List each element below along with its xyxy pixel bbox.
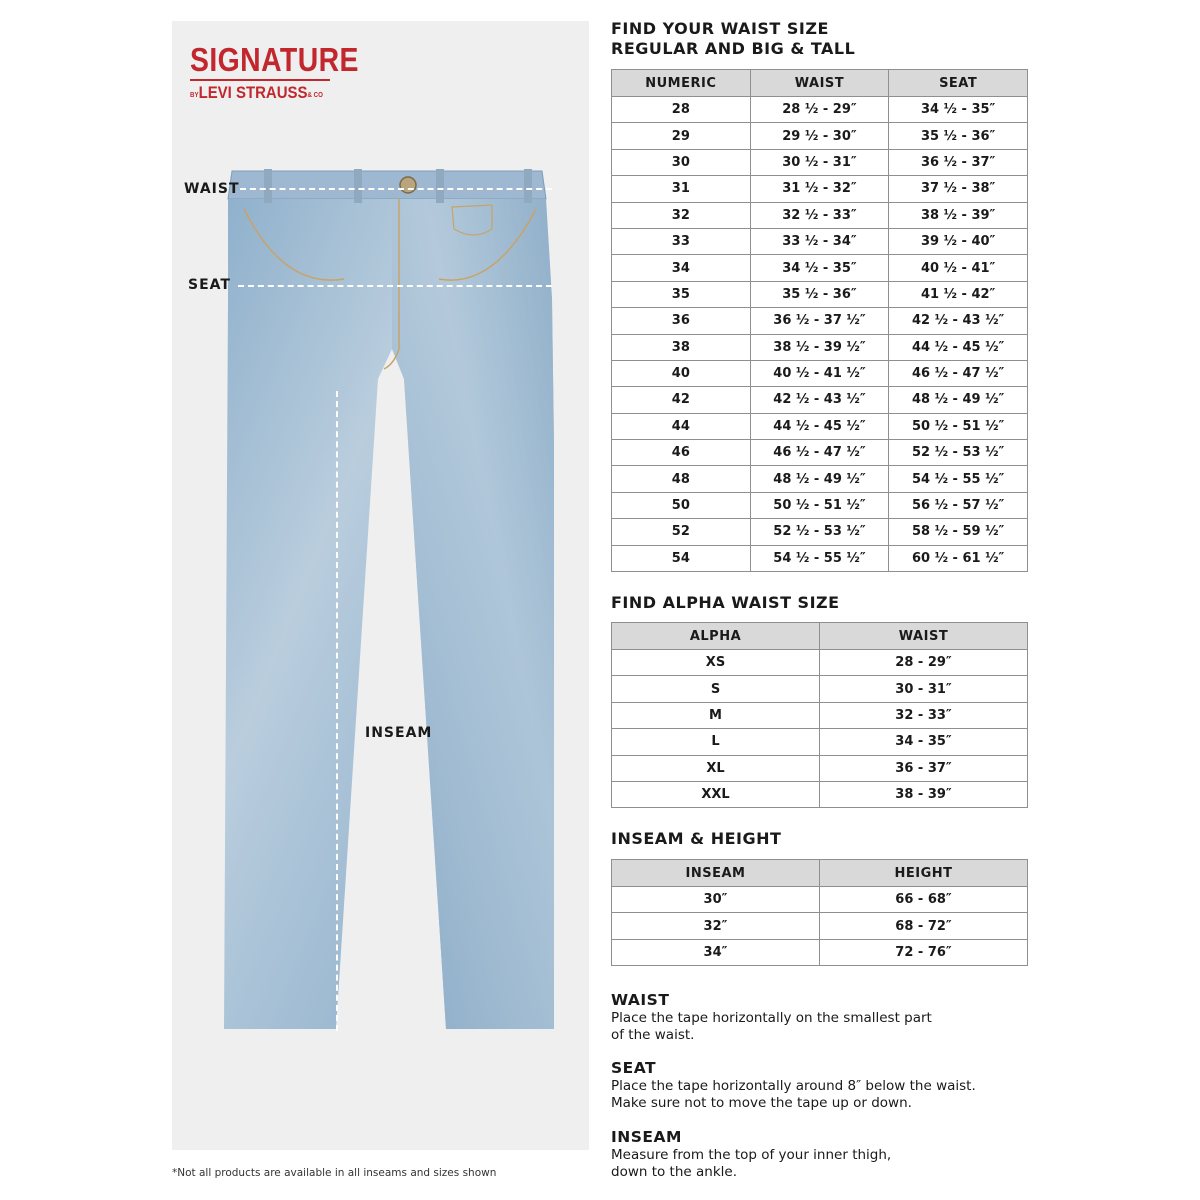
table-cell: 44 ½ - 45 ½″ <box>889 334 1028 360</box>
table-row <box>612 255 1028 281</box>
table-row <box>612 519 1028 545</box>
table-row <box>612 281 1028 307</box>
table-cell: 44 <box>612 413 751 439</box>
table-cell: 46 ½ - 47 ½″ <box>889 360 1028 386</box>
column-header: SEAT <box>889 70 1028 97</box>
table-cell: 31 <box>612 176 751 202</box>
table-cell: 34 ½ - 35″ <box>750 255 889 281</box>
table-cell: 36 ½ - 37 ½″ <box>750 308 889 334</box>
howto-waist <box>611 990 1031 1044</box>
seat-measure-line <box>238 285 552 287</box>
logo-brand-text: SIGNATURE <box>190 41 359 78</box>
table-cell: 36 <box>612 308 751 334</box>
howto-text: Place the tape horizontally on the smallest part <box>611 1010 932 1026</box>
table-cell: 58 ½ - 59 ½″ <box>889 519 1028 545</box>
table-row <box>612 228 1028 254</box>
table-row <box>612 360 1028 386</box>
table-row <box>612 650 1028 676</box>
table-cell: 40 <box>612 360 751 386</box>
table-cell: 41 ½ - 42″ <box>889 281 1028 307</box>
table-cell: 34 - 35″ <box>820 729 1028 755</box>
table-cell: 28 <box>612 97 751 123</box>
table-row <box>612 702 1028 728</box>
table-cell: 29 ½ - 30″ <box>750 123 889 149</box>
logo-rule <box>190 79 330 81</box>
table-header-row <box>612 623 1028 650</box>
column-header: WAIST <box>820 623 1028 650</box>
table-cell: 50 ½ - 51 ½″ <box>889 413 1028 439</box>
table-row <box>612 466 1028 492</box>
table-cell: 38 ½ - 39 ½″ <box>750 334 889 360</box>
inseam-measure-line <box>336 391 338 1031</box>
table-cell: 48 ½ - 49 ½″ <box>750 466 889 492</box>
howto-seat <box>611 1058 1031 1112</box>
table-cell: 39 ½ - 40″ <box>889 228 1028 254</box>
table-row <box>612 939 1028 965</box>
howto-heading: INSEAM <box>611 1128 682 1146</box>
table-cell: 38 - 39″ <box>820 781 1028 807</box>
column-header: INSEAM <box>612 860 820 887</box>
table-row <box>612 334 1028 360</box>
table-cell: 37 ½ - 38″ <box>889 176 1028 202</box>
table-row <box>612 755 1028 781</box>
table-cell: 36 - 37″ <box>820 755 1028 781</box>
logo-sub-text: BYLEVI STRAUSS& CO <box>190 83 323 102</box>
table-cell: 50 ½ - 51 ½″ <box>750 492 889 518</box>
table-cell: 28 ½ - 29″ <box>750 97 889 123</box>
table-row <box>612 123 1028 149</box>
table-row <box>612 440 1028 466</box>
table-cell: 36 ½ - 37″ <box>889 149 1028 175</box>
table-cell: 34″ <box>612 939 820 965</box>
table-cell: 68 - 72″ <box>820 913 1028 939</box>
table-cell: 56 ½ - 57 ½″ <box>889 492 1028 518</box>
table-row <box>612 176 1028 202</box>
table-cell: 32 - 33″ <box>820 702 1028 728</box>
table-row <box>612 729 1028 755</box>
table-row <box>612 149 1028 175</box>
table-cell: 54 ½ - 55 ½″ <box>750 545 889 571</box>
table-cell: 60 ½ - 61 ½″ <box>889 545 1028 571</box>
table-cell: 35 ½ - 36″ <box>750 281 889 307</box>
table-cell: XL <box>612 755 820 781</box>
table-cell: 42 ½ - 43 ½″ <box>750 387 889 413</box>
table-cell: 52 <box>612 519 751 545</box>
howto-text: Measure from the top of your inner thigh, <box>611 1147 892 1163</box>
table-cell: 42 ½ - 43 ½″ <box>889 308 1028 334</box>
table-row <box>612 887 1028 913</box>
table-row <box>612 676 1028 702</box>
table-header-row <box>612 70 1028 97</box>
table-cell: 40 ½ - 41″ <box>889 255 1028 281</box>
table-cell: 30 - 31″ <box>820 676 1028 702</box>
table-cell: 30″ <box>612 887 820 913</box>
table-cell: 54 ½ - 55 ½″ <box>889 466 1028 492</box>
table-cell: M <box>612 702 820 728</box>
table-cell: 34 ½ - 35″ <box>889 97 1028 123</box>
inseam-measure-label: INSEAM <box>365 725 433 741</box>
table-cell: 32 <box>612 202 751 228</box>
table-cell: S <box>612 676 820 702</box>
table-row <box>612 545 1028 571</box>
table-cell: 35 ½ - 36″ <box>889 123 1028 149</box>
table-header-row <box>612 860 1028 887</box>
howto-text: down to the ankle. <box>611 1164 738 1180</box>
table-cell: 52 ½ - 53 ½″ <box>889 440 1028 466</box>
product-image-panel <box>172 21 589 1150</box>
howto-heading: SEAT <box>611 1059 657 1077</box>
table-cell: 72 - 76″ <box>820 939 1028 965</box>
table-row <box>612 97 1028 123</box>
waist-measure-label: WAIST <box>184 181 240 197</box>
table-cell: 28 - 29″ <box>820 650 1028 676</box>
inseam-section-title: INSEAM & HEIGHT <box>611 829 782 848</box>
table-cell: 33 ½ - 34″ <box>750 228 889 254</box>
howto-inseam <box>611 1127 1031 1181</box>
table-cell: 34 <box>612 255 751 281</box>
table-row <box>612 781 1028 807</box>
table-cell: XXL <box>612 781 820 807</box>
table-cell: 44 ½ - 45 ½″ <box>750 413 889 439</box>
table-cell: 32 ½ - 33″ <box>750 202 889 228</box>
numeric-section-title: FIND YOUR WAIST SIZE REGULAR AND BIG & TALL <box>611 19 856 58</box>
howto-text: of the waist. <box>611 1027 695 1043</box>
table-cell: 38 <box>612 334 751 360</box>
inseam-height-table <box>611 859 1028 966</box>
waist-measure-line <box>240 188 552 190</box>
table-row <box>612 202 1028 228</box>
table-row <box>612 387 1028 413</box>
table-cell: L <box>612 729 820 755</box>
brand-logo <box>190 43 386 106</box>
jeans-illustration <box>224 169 554 1039</box>
column-header: ALPHA <box>612 623 820 650</box>
table-cell: 48 <box>612 466 751 492</box>
alpha-size-table <box>611 622 1028 808</box>
table-cell: 52 ½ - 53 ½″ <box>750 519 889 545</box>
table-cell: 30 ½ - 31″ <box>750 149 889 175</box>
footnote: *Not all products are available in all inseams and sizes shown <box>172 1167 497 1179</box>
table-cell: 33 <box>612 228 751 254</box>
table-cell: 46 ½ - 47 ½″ <box>750 440 889 466</box>
table-cell: 66 - 68″ <box>820 887 1028 913</box>
table-row <box>612 308 1028 334</box>
column-header: WAIST <box>750 70 889 97</box>
table-cell: 50 <box>612 492 751 518</box>
table-cell: 42 <box>612 387 751 413</box>
column-header: HEIGHT <box>820 860 1028 887</box>
table-cell: 54 <box>612 545 751 571</box>
table-cell: 31 ½ - 32″ <box>750 176 889 202</box>
seat-measure-label: SEAT <box>188 277 231 293</box>
table-cell: 35 <box>612 281 751 307</box>
table-row <box>612 413 1028 439</box>
table-cell: 32″ <box>612 913 820 939</box>
numeric-size-table <box>611 69 1028 572</box>
table-cell: XS <box>612 650 820 676</box>
column-header: NUMERIC <box>612 70 751 97</box>
howto-text: Make sure not to move the tape up or down. <box>611 1095 912 1111</box>
table-cell: 40 ½ - 41 ½″ <box>750 360 889 386</box>
table-cell: 46 <box>612 440 751 466</box>
table-cell: 48 ½ - 49 ½″ <box>889 387 1028 413</box>
table-row <box>612 492 1028 518</box>
table-cell: 38 ½ - 39″ <box>889 202 1028 228</box>
table-cell: 29 <box>612 123 751 149</box>
howto-text: Place the tape horizontally around 8″ below the waist. <box>611 1078 976 1094</box>
table-row <box>612 913 1028 939</box>
howto-heading: WAIST <box>611 991 670 1009</box>
alpha-section-title: FIND ALPHA WAIST SIZE <box>611 593 840 612</box>
table-cell: 30 <box>612 149 751 175</box>
